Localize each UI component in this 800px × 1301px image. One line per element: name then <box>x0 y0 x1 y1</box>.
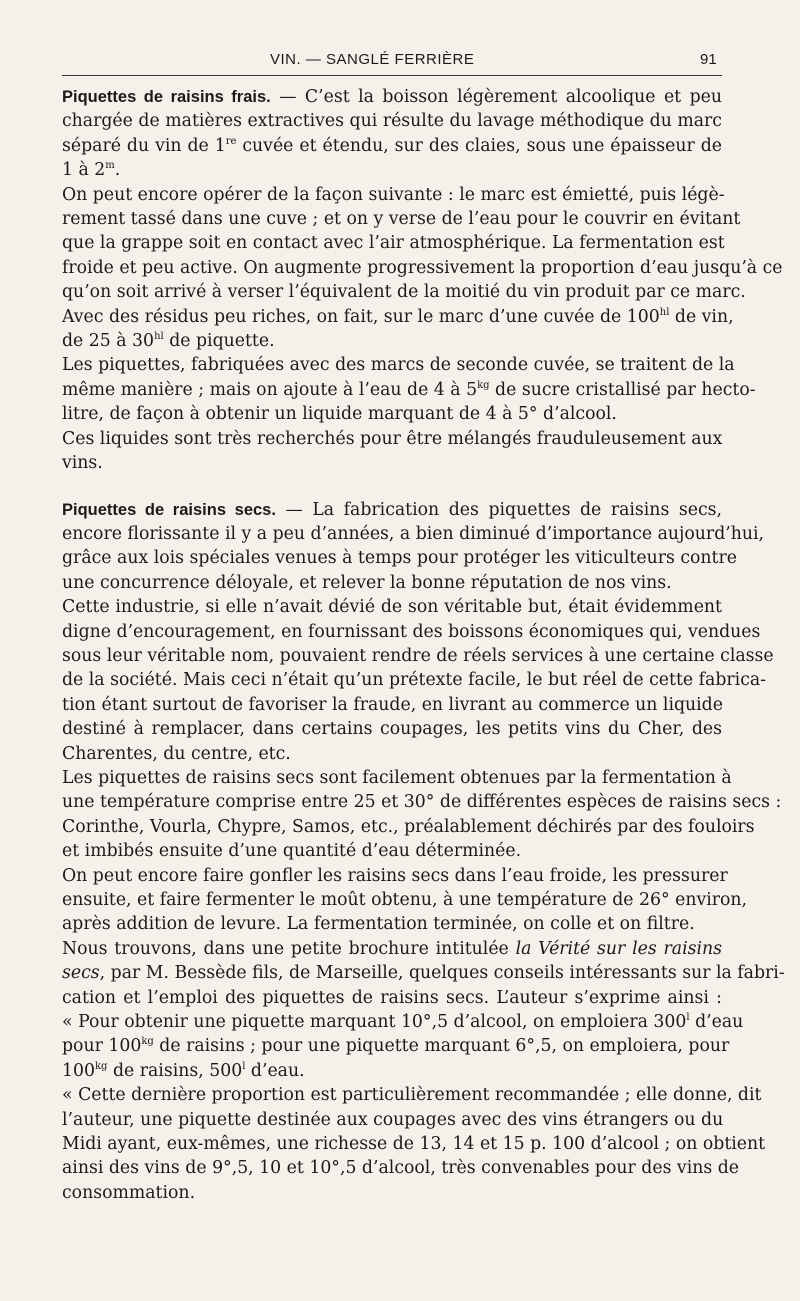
page-body <box>62 85 785 1205</box>
running-header <box>0 47 800 75</box>
text-line: « Cette dernière proportion est particulièrement recommandée ; elle donne, dit <box>62 1085 762 1106</box>
text-line: « Pour obtenir une piquette marquant 10°,5 d’alcool, on emploiera 300$^l$ d’eau <box>62 1012 744 1033</box>
paragraph <box>62 595 774 766</box>
text-line: et imbibés ensuite d’une quantité d’eau déterminée. <box>62 841 522 862</box>
text-line: pour $100^{kg}$ de raisins ; pour une piquette marquant 6°,5, on emploiera, pour <box>62 1036 730 1057</box>
text-line: consommation. <box>62 1182 196 1203</box>
text-line: même manière ; mais on ajoute à l’eau de 4 à $5^{kg}$ de sucre cristallisé par hecto- <box>62 379 756 400</box>
text-line: digne d’encouragement, en fournissant des boissons économiques qui, vendues <box>62 621 761 642</box>
text-line: qu’on soit arrivé à verser l’équivalent de la moitié du vin produit par ce marc. <box>62 282 746 303</box>
text-line: sous leur véritable nom, pouvaient rendre de réels services à une certaine classe <box>62 645 774 666</box>
text-line: grâce aux lois spéciales venues à temps pour protéger les viticulteurs contre <box>62 548 737 569</box>
section-gap <box>62 476 722 498</box>
text-line: de 25 à $30^{hl}$ de piquette. <box>62 331 275 352</box>
text-line: secs, par M. Bessède fils, de Marseille, quelques conseils intéressants sur la fabri- <box>62 963 785 984</box>
text-line: séparé du vin de 1re cuvée et étendu, sur des claies, sous une épaisseur de <box>62 135 722 156</box>
text-line: ensuite, et faire fermenter le moût obtenu, à une température de 26° environ, <box>62 890 748 910</box>
text-line: chargée de matières extractives qui résulte du lavage méthodique du marc <box>62 111 722 132</box>
paragraph <box>62 85 722 183</box>
text-line: Corinthe, Vourla, Chypre, Samos, etc., préalablement déchirés par des fouloirs <box>62 816 755 837</box>
text-line: Piquettes de raisins secs. — La fabrication des piquettes de raisins secs, <box>62 499 722 520</box>
text-line: destiné à remplacer, dans certains coupages, les petits vins du Cher, des <box>62 719 722 740</box>
running-title: VIN. — SANGLÉ FERRIÈRE <box>270 51 475 68</box>
text-line: une concurrence déloyale, et relever la bonne réputation de nos vins. <box>62 572 672 593</box>
text-line: que la grappe soit en contact avec l’air atmosphérique. La fermentation est <box>62 233 725 254</box>
text-line: froide et peu active. On augmente progressivement la proportion d’eau jusqu’à ce <box>62 257 783 278</box>
paragraph <box>62 427 722 476</box>
text-line: rement tassé dans une cuve ; et on y verse de l’eau pour le couvrir en évitant <box>62 209 741 230</box>
page-number: 91 <box>700 51 717 68</box>
text-line: Midi ayant, eux-mêmes, une richesse de 13, 14 et 15 p. 100 d’alcool ; on obtient <box>62 1134 766 1155</box>
header-rule <box>62 75 722 76</box>
section-raisins-secs <box>62 498 785 1206</box>
text-line: Les piquettes, fabriquées avec des marcs de seconde cuvée, se traitent de la <box>62 355 735 376</box>
text-line: Nous trouvons, dans une petite brochure intitulée la Vérité sur les raisins <box>62 938 722 959</box>
paragraph <box>62 305 734 354</box>
section-raisins-frais <box>62 85 783 476</box>
text-line: ainsi des vins de 9°,5, 10 et 10°,5 d’alcool, très convenables pour des vins de <box>62 1158 739 1179</box>
text-line: encore florissante il y a peu d’années, a bien diminué d’importance aujourd’hui, <box>62 523 765 544</box>
text-line: tion étant surtout de favoriser la fraude, en livrant au commerce un liquide <box>62 694 723 715</box>
text-line: l’auteur, une piquette destinée aux coupages avec des vins étrangers ou du <box>62 1109 724 1130</box>
text-line: Ces liquides sont très recherchés pour être mélangés frauduleusement aux <box>62 428 723 449</box>
paragraph <box>62 183 783 305</box>
text-line: litre, de façon à obtenir un liquide marquant de 4 à 5° d’alcool. <box>62 404 617 425</box>
book-title-cont: secs <box>62 963 100 984</box>
text-line: une température comprise entre 25 et 30° de différentes espèces de raisins secs : <box>62 792 782 813</box>
text-line: Charentes, du centre, etc. <box>62 743 291 764</box>
text-line: après addition de levure. La fermentation terminée, on colle et on filtre. <box>62 914 695 935</box>
paragraph <box>62 937 785 1083</box>
text-line: $100^{kg}$ de raisins, 500$^l$ d’eau. <box>62 1060 305 1081</box>
text-line: 1 à 2$^m$. <box>62 160 121 181</box>
paragraph <box>62 766 782 864</box>
paragraph <box>62 498 765 596</box>
text-line: On peut encore faire gonfler les raisins secs dans l’eau froide, les pressurer <box>62 865 728 886</box>
section-heading: Piquettes de raisins frais. <box>62 88 271 106</box>
paragraph <box>62 864 748 937</box>
section-heading: Piquettes de raisins secs. <box>62 500 276 519</box>
book-title: la Vérité sur les raisins <box>515 938 722 959</box>
text-line: vins. <box>62 453 103 474</box>
text-line: cation et l’emploi des piquettes de raisins secs. L’auteur s’exprime ainsi : <box>62 987 722 1008</box>
text-line: Cette industrie, si elle n’avait dévié de son véritable but, était évidemment <box>62 597 722 618</box>
paragraph <box>62 1083 766 1205</box>
text-line: de la société. Mais ceci n’était qu’un prétexte facile, le but réel de cette fabrica- <box>62 670 767 691</box>
paragraph <box>62 353 756 426</box>
text-line: On peut encore opérer de la façon suivante : le marc est émietté, puis légè- <box>62 184 725 205</box>
text-line: Avec des résidus peu riches, on fait, sur le marc d’une cuvée de $100^{hl}$ de vin, <box>62 306 734 327</box>
text-line: Les piquettes de raisins secs sont facilement obtenues par la fermentation à <box>62 767 732 788</box>
text-line: Piquettes de raisins frais. — C’est la boisson légèrement alcoolique et peu <box>62 87 722 107</box>
